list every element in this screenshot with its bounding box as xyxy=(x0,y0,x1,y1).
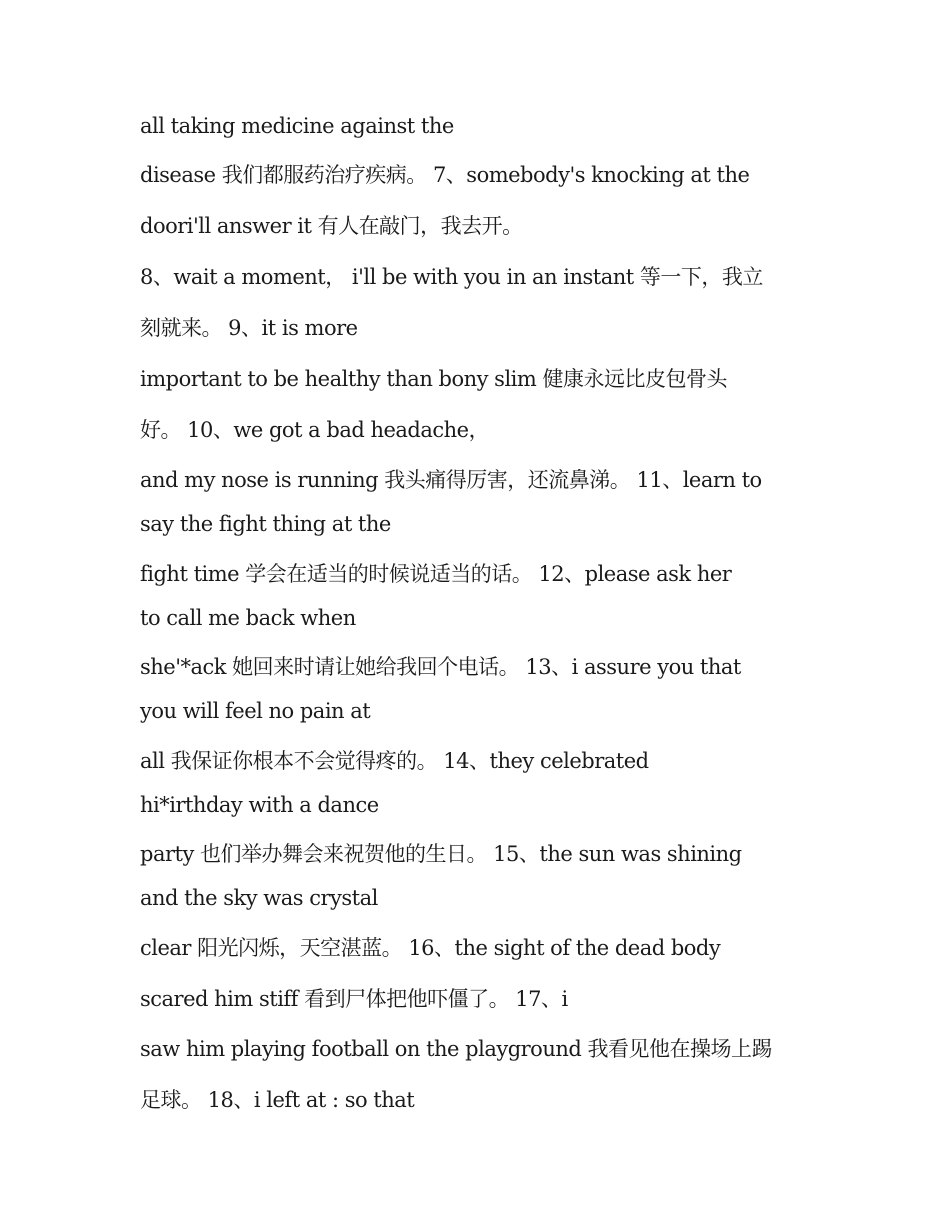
text-line: doori'll answer it 有人在敲门，我去开。 xyxy=(140,214,523,238)
text-line: hi*irthday with a dance xyxy=(140,793,379,817)
text-line: and the sky was crystal xyxy=(140,886,378,910)
text-line: to call me back when xyxy=(140,606,356,630)
text-line: scared him stiff 看到尸体把他吓僵了。 17、i xyxy=(140,987,568,1011)
text-line: party 也们举办舞会来祝贺他的生日。 15、the sun was shining xyxy=(140,842,742,866)
text-line: saw him playing football on the playground 我看见他在操场上踢 xyxy=(140,1037,772,1061)
text-line: all 我保证你根本不会觉得疼的。 14、they celebrated xyxy=(140,749,649,773)
text-line: 8、wait a moment， i'll be with you in an instant 等一下，我立 xyxy=(140,265,763,289)
text-line: she'*ack 她回来时请让她给我回个电话。 13、i assure you that xyxy=(140,655,741,679)
text-line: 刻就来。 9、it is more xyxy=(140,316,358,340)
text-line: disease 我们都服药治疗疾病。 7、somebody's knocking at the xyxy=(140,163,750,187)
text-line: fight time 学会在适当的时候说适当的话。 12、please ask her xyxy=(140,562,732,586)
text-line: 足球。 18、i left at : so that xyxy=(140,1088,415,1112)
text-line: clear 阳光闪烁，天空湛蓝。 16、the sight of the dead body xyxy=(140,936,721,960)
text-line: 好。 10、we got a bad headache， xyxy=(140,418,490,442)
text-line: say the fight thing at the xyxy=(140,512,391,536)
text-line: and my nose is running 我头痛得厉害，还流鼻涕。 11、learn to xyxy=(140,468,762,492)
text-line: all taking medicine against the xyxy=(140,114,454,138)
text-line: important to be healthy than bony slim 健康永远比皮包骨头 xyxy=(140,367,727,391)
text-line: you will feel no pain at xyxy=(140,699,371,723)
